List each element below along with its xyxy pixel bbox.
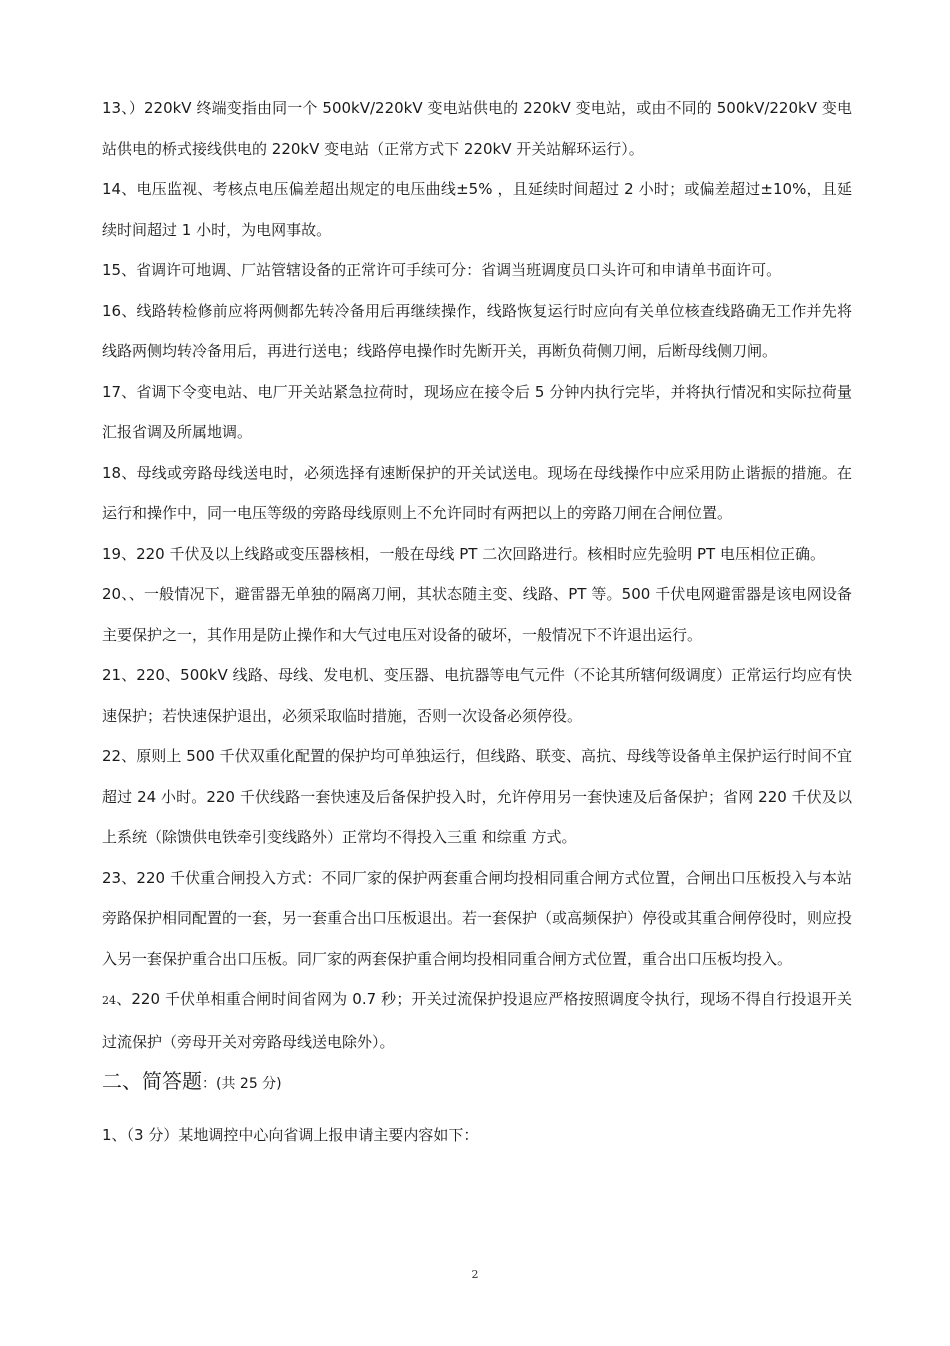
question-18: 18、母线或旁路母线送电时，必须选择有速断保护的开关试送电。现场在母线操作中应采用防止谐振的措施。在运行和操作中，同一电压等级的旁路母线原则上不允许同时有两把以上的旁路刀闸在合闸位置。 [102,463,852,522]
question-24-number: 24 [102,994,116,1007]
question-21: 21、220、500kV 线路、母线、发电机、变压器、电抗器等电气元件（不论其所辖何级调度）正常运行均应有快速保护；若快速保护退出，必须采取临时措施，否则一次设备必须停役。 [102,666,852,725]
question-16: 16、线路转检修前应将两侧都先转冷备用后再继续操作，线路恢复运行时应向有关单位核查线路确无工作并先将线路两侧均转冷备用后，再进行送电；线路停电操作时先断开关，再断负荷侧刀闸，后断母线侧刀闸。 [102,301,852,360]
question-13: 13、）220kV 终端变指由同一个 500kV/220kV 变电站供电的 220kV 变电站，或由不同的 500kV/220kV 变电站供电的桥式接线供电的 220kV 变电站（正常方式下 220kV 开关站解环运行）。 [102,99,852,158]
question-24: 24、220 千伏单相重合闸时间省网为 0.7 秒；开关过流保护投退应严格按照调度令执行，现场不得自行投退开关过流保护（旁母开关对旁路母线送电除外）。 [102,990,852,1051]
short-answer-question-1: 1、（3 分）某地调控中心向省调上报申请主要内容如下： [102,1126,479,1144]
question-19: 19、220 千伏及以上线路或变压器核相，一般在母线 PT 二次回路进行。核相时应先验明 PT 电压相位正确。 [102,544,825,563]
section-title: 二、简答题 [102,1069,202,1093]
section-heading [102,1064,852,1101]
section-score: ：(共 25 分) [202,1076,282,1092]
question-20: 20、、一般情况下，避雷器无单独的隔离刀闸，其状态随主变、线路、PT 等。500 千伏电网避雷器是该电网设备主要保护之一，其作用是防止操作和大气过电压对设备的破坏，一般情况下不许退出运行。 [102,585,852,644]
question-14: 14、电压监视、考核点电压偏差超出规定的电压曲线±5% ，且延续时间超过 2 小时；或偏差超过±10%，且延续时间超过 1 小时，为电网事故。 [102,180,852,239]
question-23: 23、220 千伏重合闸投入方式：不同厂家的保护两套重合闸均投相同重合闸方式位置，合闸出口压板投入与本站旁路保护相同配置的一套，另一套重合出口压板退出。若一套保护（或高频保护）停役或其重合闸停役时，则应投入另一套保护重合出口压板。同厂家的两套保护重合闸均投相同重合闸方式位置，重合出口压板均投入。 [102,868,853,968]
page-number: 2 [471,1268,479,1281]
question-22: 22、原则上 500 千伏双重化配置的保护均可单独运行，但线路、联变、高抗、母线等设备单主保护运行时间不宜超过 24 小时。220 千伏线路一套快速及后备保护投入时，允许停用另一套快速及后备保护；省网 220 千伏及以上系统（除馈供电铁牵引变线路外）正常均不得投入三重 和综重 方式。 [102,747,852,846]
document-body [102,88,852,1156]
question-17: 17、省调下令变电站、电厂开关站紧急拉荷时，现场应在接令后 5 分钟内执行完毕，并将执行情况和实际拉荷量汇报省调及所属地调。 [102,382,852,441]
question-15: 15、省调许可地调、厂站管辖设备的正常许可手续可分：省调当班调度员口头许可和申请单书面许可。 [102,261,782,279]
